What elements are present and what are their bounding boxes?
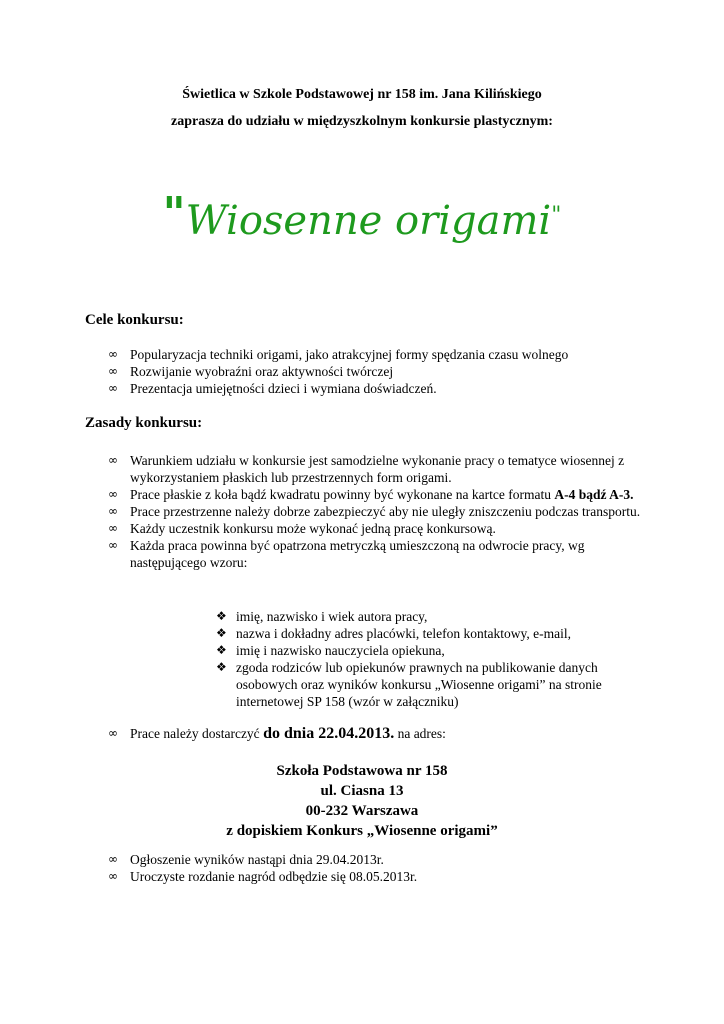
rules-list xyxy=(108,452,648,571)
infinity-bullet-icon: ∞ xyxy=(108,869,118,883)
rules-heading: Zasady konkursu: xyxy=(85,415,203,431)
header-line-2: zaprasza do udziału w międzyszkolnym konkursie plastycznym: xyxy=(171,114,553,129)
diamond-bullet-icon: ❖ xyxy=(216,660,227,674)
infinity-bullet-icon: ∞ xyxy=(108,381,118,395)
address-block xyxy=(0,761,724,841)
address-line: 00-232 Warszawa xyxy=(305,803,419,819)
infinity-bullet-icon: ∞ xyxy=(108,487,118,501)
infinity-bullet-icon: ∞ xyxy=(108,364,118,378)
diamond-bullet-icon: ❖ xyxy=(216,609,227,623)
address-line: ul. Ciasna 13 xyxy=(320,783,404,799)
infinity-bullet-icon: ∞ xyxy=(108,504,118,518)
list-item: ∞ Warunkiem udziału w konkursie jest samodzielne wykonanie pracy o tematyce wiosennej z wykorzystaniem płaskich lub przestrzennych form origami. xyxy=(108,453,625,485)
title-close-quote: " xyxy=(551,203,562,228)
contest-title xyxy=(0,190,724,245)
infinity-bullet-icon: ∞ xyxy=(108,726,118,740)
list-item: ❖ zgoda rodziców lub opiekunów prawnych na publikowanie danych osobowych oraz wyników konkursu „Wiosenne origami” na stronie internetowej SP 158 (wzór w załączniku) xyxy=(216,660,602,709)
infinity-bullet-icon: ∞ xyxy=(108,347,118,361)
address-line: z dopiskiem Konkurs „Wiosenne origami” xyxy=(226,823,498,839)
goals-heading: Cele konkursu: xyxy=(85,312,184,328)
title-open-quote: " xyxy=(162,188,186,239)
list-item: ∞ Prace przestrzenne należy dobrze zabezpieczyć aby nie uległy zniszczeniu podczas transportu. xyxy=(108,504,641,519)
delivery-list xyxy=(108,725,648,742)
deadline-text: do dnia 22.04.2013. xyxy=(263,725,395,742)
infinity-bullet-icon: ∞ xyxy=(108,521,118,535)
diamond-bullet-icon: ❖ xyxy=(216,626,227,640)
list-item: ∞ Uroczyste rozdanie nagród odbędzie się 08.05.2013r. xyxy=(108,869,418,884)
list-item: ∞ Prace należy dostarczyć do dnia 22.04.2013. na adres: xyxy=(108,725,446,742)
title-text: Wiosenne origami xyxy=(185,198,552,244)
list-item: ∞ Każda praca powinna być opatrzona metryczką umieszczoną na odwrocie pracy, wg następującego wzoru: xyxy=(108,538,585,570)
format-bold-text: A-4 bądź A-3. xyxy=(554,487,634,502)
diamond-bullet-icon: ❖ xyxy=(216,643,227,657)
list-item: ∞ Prace płaskie z koła bądź kwadratu powinny być wykonane na kartce formatu A-4 bądź A-3. xyxy=(108,487,634,502)
list-item: ∞ Rozwijanie wyobraźni oraz aktywności twórczej xyxy=(108,364,394,379)
list-item: ∞ Popularyzacja techniki origami, jako atrakcyjnej formy spędzania czasu wolnego xyxy=(108,347,569,362)
address-line: Szkoła Podstawowa nr 158 xyxy=(276,763,448,779)
list-item: ❖ imię, nazwisko i wiek autora pracy, xyxy=(216,609,428,624)
infinity-bullet-icon: ∞ xyxy=(108,538,118,552)
goals-list xyxy=(108,346,648,397)
infinity-bullet-icon: ∞ xyxy=(108,453,118,467)
list-item: ❖ nazwa i dokładny adres placówki, telefon kontaktowy, e-mail, xyxy=(216,626,572,641)
header-line-1: Świetlica w Szkole Podstawowej nr 158 im. Jana Kilińskiego xyxy=(182,87,542,102)
list-item: ∞ Każdy uczestnik konkursu może wykonać jedną pracę konkursową. xyxy=(108,521,496,536)
dates-list xyxy=(108,851,648,885)
list-item: ❖ imię i nazwisko nauczyciela opiekuna, xyxy=(216,643,445,658)
list-item: ∞ Prezentacja umiejętności dzieci i wymiana doświadczeń. xyxy=(108,381,437,396)
metric-list xyxy=(216,608,646,710)
list-item: ∞ Ogłoszenie wyników nastąpi dnia 29.04.2013r. xyxy=(108,852,384,867)
infinity-bullet-icon: ∞ xyxy=(108,852,118,866)
